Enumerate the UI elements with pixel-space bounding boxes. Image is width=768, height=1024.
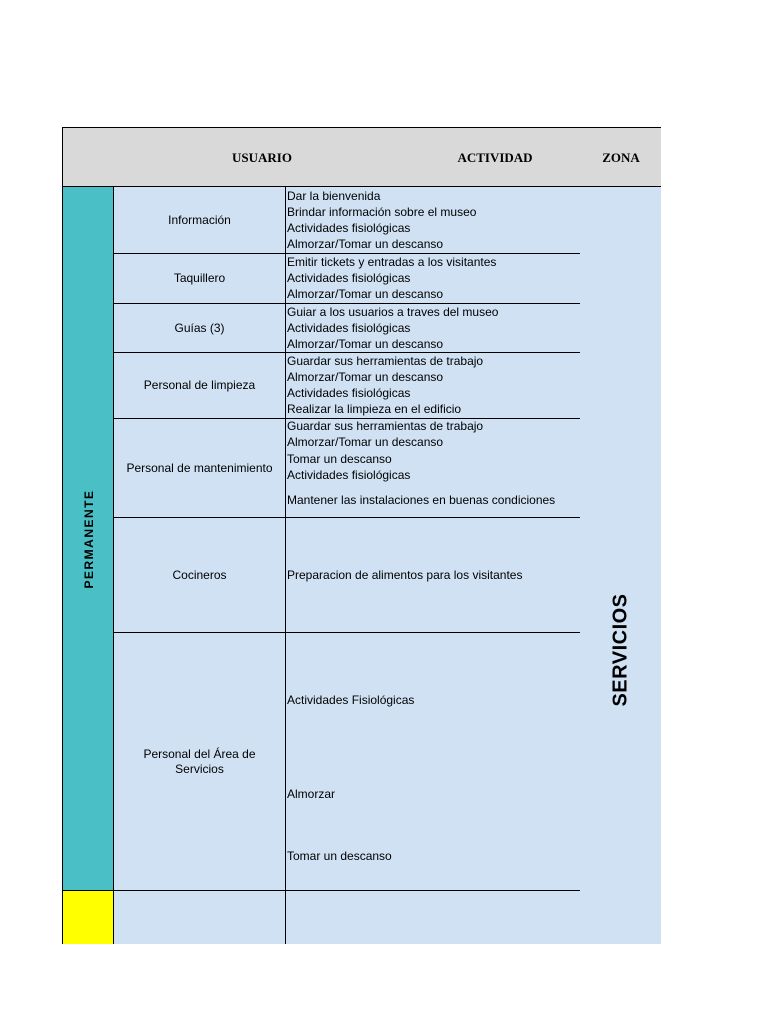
activity-line: Actividades fisiológicas bbox=[287, 468, 411, 482]
zona-label: SERVICIOS bbox=[609, 593, 632, 707]
user-cell: Personal de mantenimiento bbox=[114, 419, 286, 517]
table-row bbox=[114, 633, 580, 891]
user-cell bbox=[114, 891, 286, 944]
activity-cell bbox=[286, 633, 580, 890]
activity-cell bbox=[286, 353, 580, 418]
activity-line: Actividades fisiológicas bbox=[287, 321, 411, 335]
table-row bbox=[114, 419, 580, 518]
activity-cell bbox=[286, 304, 580, 352]
activity-line: Almorzar/Tomar un descanso bbox=[287, 337, 444, 351]
activity-line: Almorzar/Tomar un descanso bbox=[287, 370, 444, 384]
user-cell: Guías (3) bbox=[114, 304, 286, 352]
activity-line: Emitir tickets y entradas a los visitantes bbox=[287, 255, 497, 269]
header-actividad: ACTIVIDAD bbox=[457, 150, 533, 165]
user-cell: Información bbox=[114, 187, 286, 253]
zona-column bbox=[579, 187, 661, 944]
user-cell: Personal del Área de Servicios bbox=[114, 633, 286, 890]
activity-line: Almorzar/Tomar un descanso bbox=[287, 435, 444, 449]
activity-line: Guiar a los usuarios a traves del museo bbox=[287, 305, 499, 319]
table-row bbox=[114, 304, 580, 353]
activity-line: Almorzar bbox=[287, 787, 336, 801]
header-usuario: USUARIO bbox=[232, 150, 292, 165]
category-cell-next bbox=[62, 891, 114, 944]
activity-line: Actividades Fisiológicas bbox=[287, 693, 415, 707]
table-header bbox=[62, 127, 661, 187]
user-cell: Taquillero bbox=[114, 254, 286, 303]
activity-line: Actividades fisiológicas bbox=[287, 221, 411, 235]
activity-cell bbox=[286, 518, 580, 632]
table-row bbox=[114, 353, 580, 419]
activity-line: Actividades fisiológicas bbox=[287, 386, 411, 400]
activity-line: Tomar un descanso bbox=[287, 452, 392, 466]
activity-line: Mantener las instalaciones en buenas condiciones bbox=[287, 493, 556, 507]
activity-cell bbox=[286, 187, 580, 253]
activity-line: Guardar sus herramientas de trabajo bbox=[287, 354, 484, 368]
user-cell: Cocineros bbox=[114, 518, 286, 632]
activity-line: Dar la bienvenida bbox=[287, 189, 381, 203]
table-row bbox=[114, 187, 580, 254]
activity-line: Brindar información sobre el museo bbox=[287, 205, 477, 219]
activity-cell bbox=[286, 254, 580, 303]
activity-line: Guardar sus herramientas de trabajo bbox=[287, 419, 484, 433]
activity-line: Actividades fisiológicas bbox=[287, 271, 411, 285]
table-row bbox=[114, 891, 580, 944]
table-row bbox=[114, 518, 580, 633]
activity-line: Preparacion de alimentos para los visitantes bbox=[287, 568, 523, 582]
user-cell: Personal de limpieza bbox=[114, 353, 286, 418]
activity-line: Realizar la limpieza en el edificio bbox=[287, 402, 462, 416]
activity-line: Almorzar/Tomar un descanso bbox=[287, 237, 444, 251]
activity-line: Almorzar/Tomar un descanso bbox=[287, 287, 444, 301]
table-row bbox=[114, 254, 580, 304]
category-column bbox=[62, 187, 114, 891]
header-zona: ZONA bbox=[602, 150, 640, 165]
category-label: PERMANENTE bbox=[82, 489, 96, 589]
activity-line: Tomar un descanso bbox=[287, 849, 392, 863]
activity-cell bbox=[286, 891, 580, 944]
activity-cell bbox=[286, 419, 580, 517]
